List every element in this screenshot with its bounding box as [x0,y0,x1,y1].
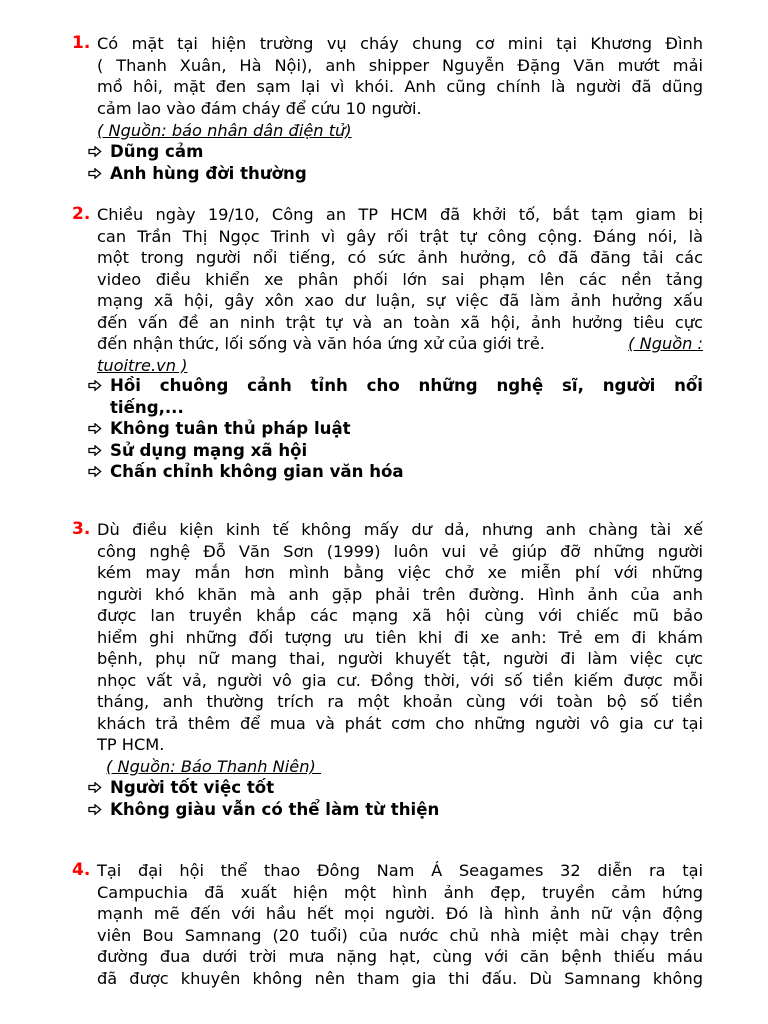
bullet-text: Dũng cảm [110,142,204,161]
arrow-right-icon [88,461,102,477]
paragraph-line: đã được khuyên không nên tham gia thi đấu. Dù Samnang không [97,968,703,988]
item-number: 4. [72,860,91,880]
paragraph-line: mồ hôi, mặt đen sạm lại vì khói. Anh cũng chính là người đã dũng [97,77,703,96]
paragraph-line: TP HCM. [97,735,165,754]
item-paragraph [97,519,703,756]
item-number: 2. [72,204,91,224]
bullet-item [0,440,768,462]
bullet-list [0,777,768,820]
bullet-text: Sử dụng mạng xã hội [110,440,308,460]
bullet-text: Anh hùng đời thường [110,163,307,183]
arrow-right-icon [88,440,102,456]
item-number: 1. [72,33,91,53]
bullet-text: Hồi chuông cảnh tỉnh cho những nghệ sĩ, người nổi [110,376,703,395]
paragraph-line: công nghệ Đỗ Văn Sơn (1999) luôn vui vẻ giúp đỡ những người [97,541,703,561]
paragraph-line: tháng, anh thường trích ra một khoản cùng với toàn bộ số tiền [97,692,703,711]
bullet-text: Không giàu vẫn có thể làm từ thiện [110,799,440,819]
paragraph-line-with-source [97,333,703,355]
bullet-list [0,141,768,184]
bullet-text: tiếng,... [110,397,184,417]
bullet-item [0,418,768,440]
paragraph-line: đến nhận thức, lối sống và văn hóa ứng xử của giới trẻ. [97,334,545,353]
paragraph-line: Tại đại hội thể thao Đông Nam Á Seagames 32 diễn ra tại [97,861,703,880]
arrow-right-icon [88,141,102,157]
bullet-text-block [110,375,703,418]
paragraph-line: video điều khiển xe phân phối lớn sai phạm lên các nền tảng [97,269,703,289]
item-number: 3. [72,519,91,539]
paragraph-line: cảm lao vào đám cháy để cứu 10 người. [97,98,422,118]
item-paragraph [97,33,703,119]
arrow-right-icon [88,418,102,434]
arrow-right-icon [88,799,102,815]
bullet-text: Người tốt việc tốt [110,778,275,797]
source-citation: ( Nguồn : [628,334,703,353]
bullet-item [0,375,768,418]
arrow-right-icon [88,163,102,179]
paragraph-line: Dù điều kiện kinh tế không mấy dư dả, nhưng anh chàng tài xế [97,520,703,539]
item-paragraph [97,204,703,376]
paragraph-line: đến vấn đề an ninh trật tự và an toàn xã hội, ảnh hưởng tiêu cực [97,312,703,332]
bullet-item [0,141,768,163]
paragraph-line: được lan truyền khắp các mạng xã hội cùng với chiếc mũ bảo [97,606,703,625]
paragraph-line: một trong người nổi tiếng, có sức ảnh hưởng, cô đã đăng tải các [97,248,703,267]
source-citation: tuoitre.vn ) [97,355,188,375]
paragraph-line: Campuchia đã xuất hiện một hình ảnh đẹp, truyền cảm hứng [97,882,703,902]
source-citation: ( Nguồn: Báo Thanh Niên) [106,757,321,776]
arrow-right-icon [88,777,102,793]
paragraph-line: hiểm ghi những đối tượng ưu tiên khi đi xe anh: Trẻ em đi khám [97,627,703,647]
paragraph-line: Chiều ngày 19/10, Công an TP HCM đã khởi tố, bắt tạm giam bị [97,205,703,224]
paragraph-line: nhọc vất vả, người vô gia cư. Đồng thời, với số tiền kiếm được mỗi [97,670,703,690]
paragraph-line: người khó khăn mà anh gặp phải trên đường. Hình ảnh của anh [97,584,703,604]
paragraph-line: viên Bou Samnang (20 tuổi) của nước chủ nhà miệt mài chạy trên [97,925,703,945]
bullet-item [0,777,768,799]
bullet-item [0,163,768,185]
item-paragraph [97,860,703,989]
paragraph-line: bệnh, phụ nữ mang thai, người khuyết tật, người đi làm việc cực [97,649,703,668]
paragraph-line: mạng xã hội, gây xôn xao dư luận, sự việc đã làm ảnh hưởng xấu [97,291,703,310]
paragraph-line: ( Thanh Xuân, Hà Nội), anh shipper Nguyễn Đặng Văn mướt mải [97,55,703,75]
paragraph-line: kém may mắn hơn mình bằng việc chở xe miễn phí với những [97,563,703,582]
bullet-text: Không tuân thủ pháp luật [110,419,351,438]
paragraph-line: Có mặt tại hiện trường vụ cháy chung cơ mini tại Khương Đình [97,34,703,53]
paragraph-line: mạnh mẽ đến với hầu hết mọi người. Đó là hình ảnh nữ vận động [97,904,703,923]
bullet-item [0,461,768,483]
arrow-right-icon [88,375,102,391]
paragraph-line: khách trả thêm để mua và phát cơm cho những người vô gia cư tại [97,713,703,733]
bullet-item [0,799,768,821]
source-citation: ( Nguồn: báo nhân dân điện tử) [97,121,352,140]
paragraph-line: đường đua dưới trời mưa nặng hạt, cùng với căn bệnh thiếu máu [97,947,703,966]
bullet-list [0,375,768,483]
paragraph-line: can Trần Thị Ngọc Trinh vì gây rối trật tự công cộng. Đáng nói, là [97,226,703,246]
bullet-text: Chấn chỉnh không gian văn hóa [110,462,404,481]
